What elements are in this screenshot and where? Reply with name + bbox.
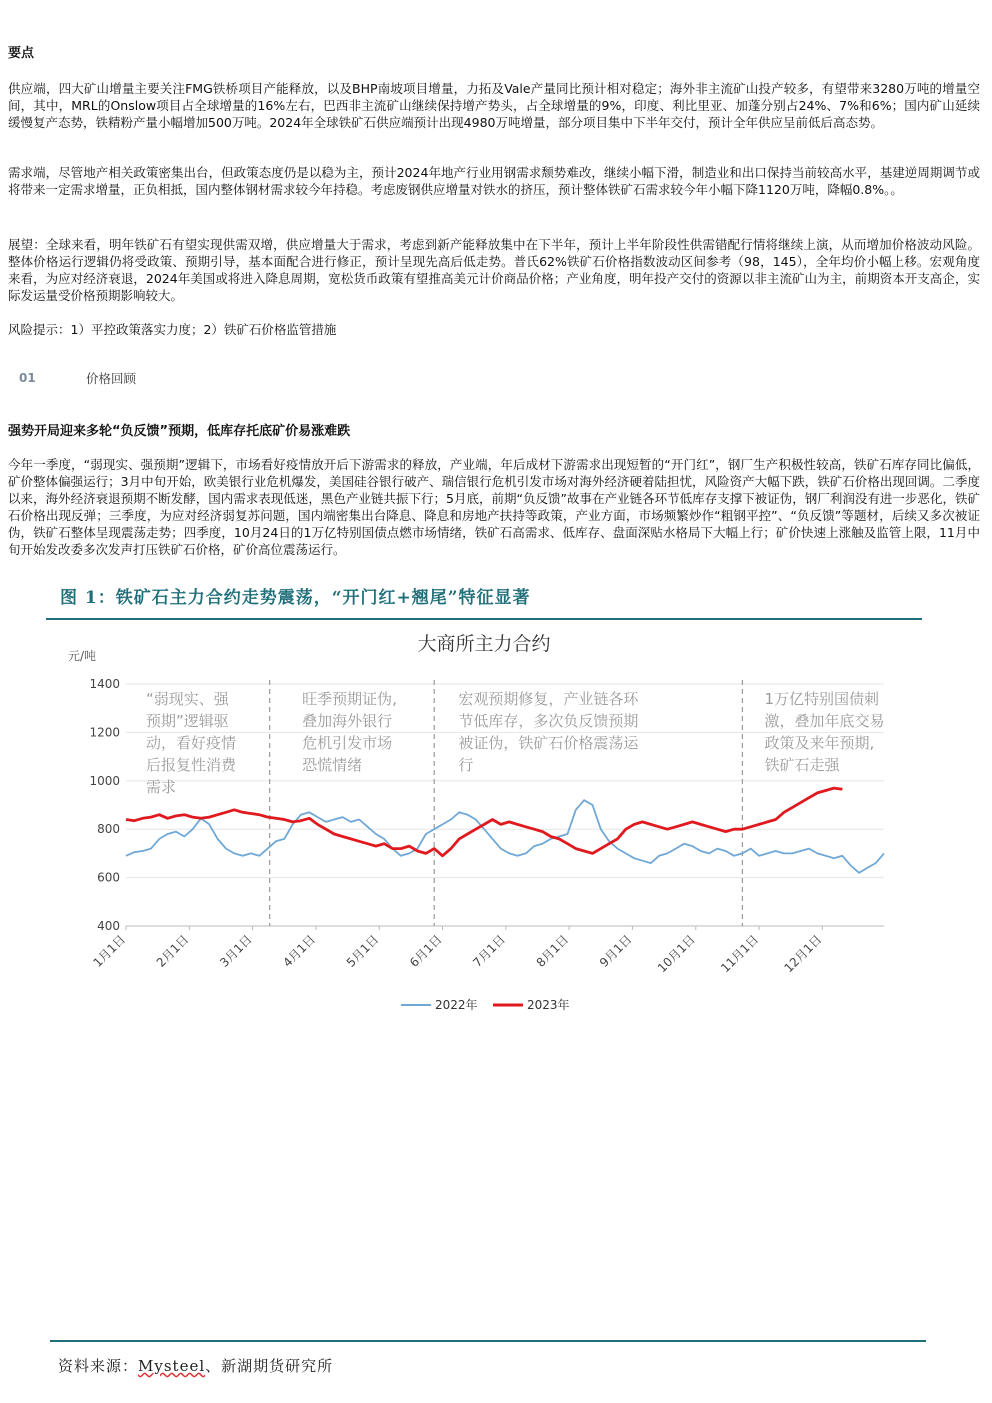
annotation-text: 节低库存，多次负反馈预期 (458, 712, 639, 730)
annotation-text: 旺季预期证伪, (302, 690, 397, 708)
x-tick-label: 2月1日 (153, 932, 192, 970)
annotation-text: 后报复性消费 (146, 756, 237, 774)
subheading: 强势开局迎来多轮“负反馈”预期，低库存托底矿价易涨难跌 (8, 424, 351, 439)
section-number: 01 (19, 371, 36, 385)
review-paragraph: 今年一季度，“弱现实、强预期”逻辑下，市场看好疫情放开后下游需求的释放，产业端，年后成材下游需求出现短暂的“开门红”，钢厂生产积极性较高，铁矿石库存同比偏低，矿价整体偏强运行；3月中旬开始，欧美银行业危机爆发，美国硅谷银行破产、瑞信银行危机引发市场对海外经济硬着陆担忧，风险资产大幅下跌，铁矿石价格出现回调。二季度以来，海外经济衰退预期不断发酵，国内需求表现低迷，黑色产业链共振下行；5月底，前期“负反馈”故事在产业链各环节低库存支撑下被证伪，钢厂利润没有进一步恶化，铁矿石价格出现反弹；三季度，为应对经济弱复苏问题，国内端密集出台降息、降息和房地产扶持等政策，产业方面，市场频繁炒作“粗钢平控”、“负反馈”等题材，后续又多次被证伪，铁矿石整体呈现震荡走势；四季度，10月24日的1万亿特别国债点燃市场情绪，铁矿石高需求、低库存、盘面深贴水格局下大幅上行；矿价快速上涨触及监管上限，11月中旬开始发改委多次发声打压铁矿石价格，矿价高位震荡运行。 (8, 457, 980, 557)
y-tick-label: 1000 (89, 773, 120, 788)
annotation-text: 铁矿石走强 (764, 756, 840, 774)
y-unit-label: 元/吨 (68, 649, 97, 663)
risk-paragraph: 风险提示：1）平控政策落实力度；2）铁矿石价格监管措施 (8, 322, 337, 337)
figure-bottom-rule (50, 1340, 926, 1342)
y-tick-label: 1200 (89, 725, 120, 740)
x-tick-label: 5月1日 (343, 932, 382, 970)
legend-label: 2022年 (435, 998, 478, 1012)
y-tick-label: 1400 (89, 677, 120, 691)
x-tick-label: 3月1日 (217, 932, 255, 970)
outlook-paragraph: 展望：全球来看，明年铁矿石有望实现供需双增，供应增量大于需求，考虑到新产能释放集中在下半年，预计上半年阶段性供需错配行情将继续上演，从而增加价格波动风险。整体价格运行逻辑仍将受政策、预期引导，基本面配合进行修正，预计呈现先高后低走势。普氏62%铁矿石价格指数波动区间参考（98，145），全年均价小幅上移。宏观角度来看，为应对经济衰退，2024年美国或将进入降息周期，宽松货币政策有望推高美元计价商品价格；产业角度，明年投产交付的资源以非主流矿山为主，前期资本开支高企，实际发运量受价格预期影响较大。 (8, 237, 980, 303)
x-tick-label: 7月1日 (470, 932, 508, 970)
source-underlined: Mysteel (138, 1357, 206, 1375)
annotation-text: 预期”逻辑驱 (146, 712, 229, 730)
figure-1 (46, 588, 932, 1375)
section-title: 价格回顾 (86, 371, 137, 386)
y-tick-label: 400 (97, 919, 120, 933)
chart-title: 大商所主力合约 (417, 633, 551, 655)
x-tick-label: 8月1日 (533, 932, 572, 970)
annotation-text: “弱现实、强 (146, 690, 229, 708)
figure-source (58, 1358, 333, 1375)
annotation-text: 行 (458, 756, 474, 774)
x-tick-label: 6月1日 (406, 932, 445, 970)
annotation-text: 激，叠加年底交易 (764, 712, 885, 730)
annotation-text: 政策及来年预期, (764, 734, 875, 752)
annotation-text: 需求 (146, 778, 177, 796)
annotation-text: 被证伪，铁矿石价格震荡运 (458, 734, 639, 752)
demand-paragraph: 需求端，尽管地产相关政策密集出台，但政策态度仍是以稳为主，预计2024年地产行业用钢需求颓势难改，继续小幅下滑，制造业和出口保持当前较高水平，基建逆周期调节或将带来一定需求增量，正负相抵，国内整体钢材需求较今年持稳。考虑废钢供应增量对铁水的挤压，预计整体铁矿石需求较今年小幅下降1120万吨，降幅0.8%。。 (8, 165, 980, 197)
x-tick-label: 1月1日 (90, 932, 129, 970)
legend-label: 2023年 (527, 998, 570, 1012)
x-tick-label: 4月1日 (280, 932, 319, 970)
series-line-2023年 (126, 788, 842, 856)
x-tick-label: 9月1日 (596, 932, 635, 970)
supply-paragraph: 供应端，四大矿山增量主要关注FMG铁桥项目产能释放，以及BHP南坡项目增量，力拓及Vale产量同比预计相对稳定；海外非主流矿山投产较多，有望带来3280万吨的增量空间，其中，MRL的Onslow项目占全球增量的16%左右，巴西非主流矿山继续保持增产势头，占全球增量的9%，印度、利比里亚、加蓬分别占24%、7%和6%；国内矿山延续缓慢复产态势，铁精粉产量小幅增加500万吨。2024年全球铁矿石供应端预计出现4980万吨增量，部分项目集中下半年交付，预计全年供应呈前低后高态势。 (8, 81, 980, 130)
section-header (8, 370, 980, 388)
annotation-text: 1万亿特别国债刺 (764, 690, 880, 708)
figure-top-rule (46, 618, 922, 620)
annotation-text: 危机引发市场 (302, 734, 393, 752)
source-suffix: 、新湖期货研究所 (205, 1357, 334, 1375)
annotation-text: 宏观预期修复，产业链各环 (458, 690, 639, 708)
annotation-text: 恐慌情绪 (302, 756, 363, 774)
price-chart (46, 622, 922, 1034)
source-prefix: 资料来源： (58, 1357, 139, 1375)
annotation-text: 动，看好疫情 (146, 734, 237, 752)
summary-heading: 要点 (8, 46, 35, 61)
x-tick-label: 11月1日 (718, 932, 762, 976)
x-tick-label: 12月1日 (781, 932, 825, 976)
annotation-text: 叠加海外银行 (302, 712, 393, 730)
y-tick-label: 600 (97, 870, 120, 885)
figure-title: 图 1：铁矿石主力合约走势震荡，“开门红+翘尾”特征显著 (60, 588, 531, 608)
y-tick-label: 800 (97, 822, 120, 837)
x-tick-label: 10月1日 (654, 932, 698, 976)
